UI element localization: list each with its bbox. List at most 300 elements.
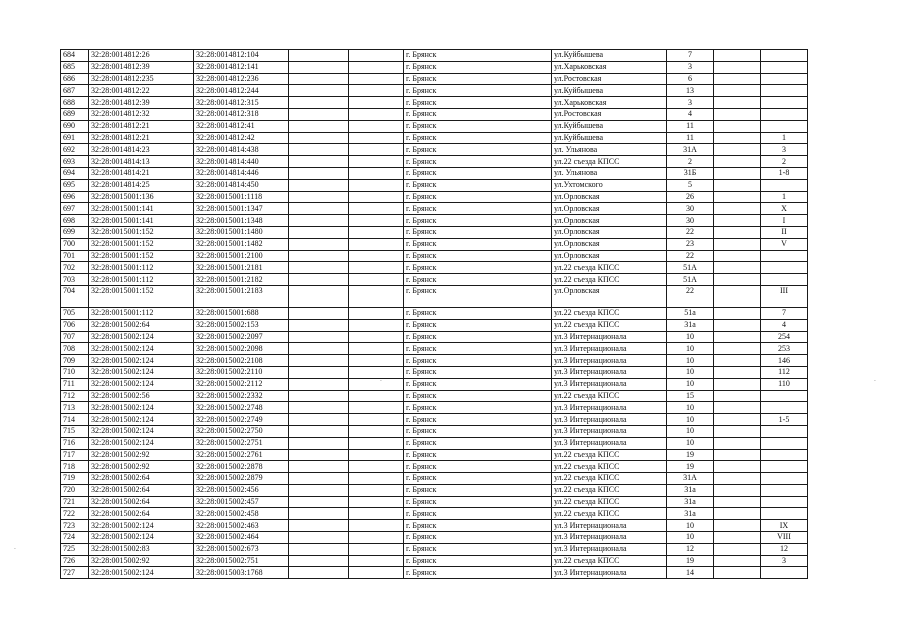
row-number-cell: 723 — [61, 520, 89, 532]
house-number-cell: 22 — [667, 226, 714, 238]
cadastral-block-cell: 32:28:0015001:152 — [89, 250, 194, 262]
empty-cell — [289, 496, 349, 508]
empty-cell — [349, 567, 404, 579]
city-cell: г. Брянск — [404, 274, 552, 286]
table-row — [61, 378, 808, 390]
street-cell: ул.Ростовская — [552, 108, 667, 120]
empty-cell — [349, 262, 404, 274]
table-row — [61, 238, 808, 250]
cadastral-block-cell: 32:28:0015002:124 — [89, 425, 194, 437]
empty-cell — [289, 543, 349, 555]
city-cell: г. Брянск — [404, 191, 552, 203]
city-cell: г. Брянск — [404, 484, 552, 496]
street-cell: ул.22 съезда КПСС — [552, 461, 667, 473]
table-row — [61, 85, 808, 97]
cadastral-block-cell: 32:28:0015001:141 — [89, 203, 194, 215]
row-number-cell: 694 — [61, 167, 89, 179]
empty-cell — [349, 285, 404, 307]
house-number-cell: 31а — [667, 496, 714, 508]
empty-cell — [349, 473, 404, 485]
city-cell: г. Брянск — [404, 520, 552, 532]
empty-cell — [289, 402, 349, 414]
street-cell: ул.Ростовская — [552, 73, 667, 85]
city-cell: г. Брянск — [404, 355, 552, 367]
table-row — [61, 331, 808, 343]
table-row — [61, 262, 808, 274]
house-number-cell: 30 — [667, 203, 714, 215]
empty-cell — [289, 61, 349, 73]
empty-cell — [714, 50, 761, 62]
table-row — [61, 390, 808, 402]
cadastral-number-cell: 32:28:0015002:2878 — [194, 461, 289, 473]
empty-cell — [714, 567, 761, 579]
empty-cell — [289, 85, 349, 97]
cadastral-block-cell: 32:28:0015002:124 — [89, 414, 194, 426]
row-number-cell: 685 — [61, 61, 89, 73]
empty-cell — [349, 73, 404, 85]
scan-mark: · — [874, 378, 876, 385]
apartment-number-cell: 4 — [761, 319, 808, 331]
city-cell: г. Брянск — [404, 226, 552, 238]
row-number-cell: 691 — [61, 132, 89, 144]
empty-cell — [714, 61, 761, 73]
apartment-number-cell — [761, 120, 808, 132]
empty-cell — [289, 567, 349, 579]
apartment-number-cell: IX — [761, 520, 808, 532]
street-cell: ул.3 Интернационала — [552, 366, 667, 378]
row-number-cell: 709 — [61, 355, 89, 367]
cadastral-number-cell: 32:28:0014812:41 — [194, 120, 289, 132]
cadastral-block-cell: 32:28:0015001:136 — [89, 191, 194, 203]
cadastral-number-cell: 32:28:0015002:2097 — [194, 331, 289, 343]
house-number-cell: 13 — [667, 85, 714, 97]
street-cell: ул.22 съезда КПСС — [552, 496, 667, 508]
empty-cell — [289, 378, 349, 390]
city-cell: г. Брянск — [404, 319, 552, 331]
empty-cell — [289, 366, 349, 378]
cadastral-block-cell: 32:28:0015002:64 — [89, 484, 194, 496]
cadastral-block-cell: 32:28:0014814:25 — [89, 179, 194, 191]
empty-cell — [289, 331, 349, 343]
empty-cell — [289, 437, 349, 449]
empty-cell — [349, 238, 404, 250]
cadastral-block-cell: 32:28:0014812:39 — [89, 61, 194, 73]
city-cell: г. Брянск — [404, 461, 552, 473]
row-number-cell: 704 — [61, 285, 89, 307]
street-cell: ул.Орловская — [552, 191, 667, 203]
apartment-number-cell — [761, 85, 808, 97]
apartment-number-cell — [761, 61, 808, 73]
street-cell: ул.Ухтомского — [552, 179, 667, 191]
apartment-number-cell: I — [761, 215, 808, 227]
street-cell: ул.22 съезда КПСС — [552, 156, 667, 168]
city-cell: г. Брянск — [404, 449, 552, 461]
empty-cell — [349, 496, 404, 508]
house-number-cell: 26 — [667, 191, 714, 203]
cadastral-number-cell: 32:28:0015001:1480 — [194, 226, 289, 238]
empty-cell — [289, 343, 349, 355]
apartment-number-cell — [761, 50, 808, 62]
empty-cell — [289, 461, 349, 473]
empty-cell — [289, 250, 349, 262]
street-cell: ул.3 Интернационала — [552, 425, 667, 437]
empty-cell — [349, 425, 404, 437]
house-number-cell: 6 — [667, 73, 714, 85]
city-cell: г. Брянск — [404, 567, 552, 579]
apartment-number-cell — [761, 402, 808, 414]
empty-cell — [289, 425, 349, 437]
cadastral-block-cell: 32:28:0015002:64 — [89, 496, 194, 508]
cadastral-number-cell: 32:28:0015002:2748 — [194, 402, 289, 414]
empty-cell — [349, 108, 404, 120]
apartment-number-cell — [761, 484, 808, 496]
cadastral-block-cell: 32:28:0015002:124 — [89, 343, 194, 355]
empty-cell — [289, 238, 349, 250]
empty-cell — [349, 378, 404, 390]
apartment-number-cell: X — [761, 203, 808, 215]
row-number-cell: 687 — [61, 85, 89, 97]
empty-cell — [289, 473, 349, 485]
row-number-cell: 721 — [61, 496, 89, 508]
empty-cell — [349, 226, 404, 238]
street-cell: ул.Орловская — [552, 215, 667, 227]
empty-cell — [349, 167, 404, 179]
empty-cell — [714, 331, 761, 343]
table-row — [61, 144, 808, 156]
table-row — [61, 226, 808, 238]
apartment-number-cell: V — [761, 238, 808, 250]
table-row — [61, 484, 808, 496]
table-row — [61, 402, 808, 414]
empty-cell — [714, 238, 761, 250]
cadastral-block-cell: 32:28:0015002:83 — [89, 543, 194, 555]
cadastral-block-cell: 32:28:0015001:152 — [89, 226, 194, 238]
empty-cell — [714, 85, 761, 97]
city-cell: г. Брянск — [404, 366, 552, 378]
cadastral-block-cell: 32:28:0015002:124 — [89, 331, 194, 343]
row-number-cell: 718 — [61, 461, 89, 473]
cadastral-block-cell: 32:28:0015002:124 — [89, 567, 194, 579]
empty-cell — [349, 215, 404, 227]
cadastral-number-cell: 32:28:0014814:438 — [194, 144, 289, 156]
empty-cell — [714, 319, 761, 331]
empty-cell — [289, 390, 349, 402]
cadastral-block-cell: 32:28:0015002:124 — [89, 355, 194, 367]
city-cell: г. Брянск — [404, 343, 552, 355]
cadastral-number-cell: 32:28:0015002:2750 — [194, 425, 289, 437]
city-cell: г. Брянск — [404, 215, 552, 227]
apartment-number-cell — [761, 73, 808, 85]
cadastral-number-cell: 32:28:0015002:457 — [194, 496, 289, 508]
row-number-cell: 713 — [61, 402, 89, 414]
city-cell: г. Брянск — [404, 496, 552, 508]
table-row — [61, 555, 808, 567]
empty-cell — [349, 132, 404, 144]
house-number-cell: 31а — [667, 508, 714, 520]
cadastral-number-cell: 32:28:0015002:458 — [194, 508, 289, 520]
table-row — [61, 179, 808, 191]
street-cell: ул.22 съезда КПСС — [552, 262, 667, 274]
street-cell: ул.22 съезда КПСС — [552, 274, 667, 286]
house-number-cell: 31Б — [667, 167, 714, 179]
empty-cell — [289, 50, 349, 62]
empty-cell — [289, 203, 349, 215]
house-number-cell: 31а — [667, 319, 714, 331]
empty-cell — [349, 144, 404, 156]
city-cell: г. Брянск — [404, 144, 552, 156]
apartment-number-cell — [761, 473, 808, 485]
row-number-cell: 698 — [61, 215, 89, 227]
property-register-table — [60, 49, 808, 579]
house-number-cell: 14 — [667, 567, 714, 579]
city-cell: г. Брянск — [404, 437, 552, 449]
apartment-number-cell: II — [761, 226, 808, 238]
cadastral-number-cell: 32:28:0015002:2879 — [194, 473, 289, 485]
apartment-number-cell: III — [761, 285, 808, 307]
empty-cell — [714, 414, 761, 426]
row-number-cell: 725 — [61, 543, 89, 555]
street-cell: ул.Харьковская — [552, 97, 667, 109]
apartment-number-cell: 3 — [761, 144, 808, 156]
cadastral-block-cell: 32:28:0015001:112 — [89, 307, 194, 319]
house-number-cell: 30 — [667, 215, 714, 227]
cadastral-number-cell: 32:28:0014812:315 — [194, 97, 289, 109]
city-cell: г. Брянск — [404, 85, 552, 97]
house-number-cell: 22 — [667, 285, 714, 307]
table-row — [61, 543, 808, 555]
row-number-cell: 705 — [61, 307, 89, 319]
cadastral-block-cell: 32:28:0014812:26 — [89, 50, 194, 62]
empty-cell — [349, 307, 404, 319]
cadastral-block-cell: 32:28:0014812:21 — [89, 132, 194, 144]
house-number-cell: 10 — [667, 331, 714, 343]
row-number-cell: 726 — [61, 555, 89, 567]
empty-cell — [714, 167, 761, 179]
house-number-cell: 10 — [667, 425, 714, 437]
apartment-number-cell — [761, 461, 808, 473]
empty-cell — [714, 461, 761, 473]
house-number-cell: 51А — [667, 262, 714, 274]
apartment-number-cell — [761, 108, 808, 120]
city-cell: г. Брянск — [404, 50, 552, 62]
cadastral-number-cell: 32:28:0015001:2183 — [194, 285, 289, 307]
empty-cell — [714, 473, 761, 485]
apartment-number-cell: VIII — [761, 532, 808, 544]
apartment-number-cell — [761, 97, 808, 109]
city-cell: г. Брянск — [404, 238, 552, 250]
row-number-cell: 690 — [61, 120, 89, 132]
apartment-number-cell: 7 — [761, 307, 808, 319]
table-row — [61, 156, 808, 168]
house-number-cell: 3 — [667, 97, 714, 109]
house-number-cell: 11 — [667, 120, 714, 132]
table-row — [61, 108, 808, 120]
street-cell: ул.22 съезда КПСС — [552, 449, 667, 461]
street-cell: ул.22 съезда КПСС — [552, 390, 667, 402]
house-number-cell: 7 — [667, 50, 714, 62]
table-row — [61, 285, 808, 307]
empty-cell — [349, 402, 404, 414]
empty-cell — [714, 144, 761, 156]
cadastral-number-cell: 32:28:0015002:2751 — [194, 437, 289, 449]
city-cell: г. Брянск — [404, 250, 552, 262]
row-number-cell: 699 — [61, 226, 89, 238]
cadastral-number-cell: 32:28:0015002:456 — [194, 484, 289, 496]
empty-cell — [289, 179, 349, 191]
apartment-number-cell — [761, 508, 808, 520]
table-row — [61, 520, 808, 532]
apartment-number-cell — [761, 496, 808, 508]
row-number-cell: 702 — [61, 262, 89, 274]
apartment-number-cell: 2 — [761, 156, 808, 168]
empty-cell — [714, 203, 761, 215]
scan-mark: · — [380, 378, 382, 385]
table-row — [61, 567, 808, 579]
table-row — [61, 319, 808, 331]
house-number-cell: 10 — [667, 437, 714, 449]
cadastral-block-cell: 32:28:0015002:64 — [89, 508, 194, 520]
cadastral-number-cell: 32:28:0015002:464 — [194, 532, 289, 544]
empty-cell — [289, 449, 349, 461]
empty-cell — [714, 425, 761, 437]
row-number-cell: 711 — [61, 378, 89, 390]
row-number-cell: 701 — [61, 250, 89, 262]
empty-cell — [714, 274, 761, 286]
city-cell: г. Брянск — [404, 167, 552, 179]
cadastral-number-cell: 32:28:0015001:1348 — [194, 215, 289, 227]
empty-cell — [289, 508, 349, 520]
cadastral-block-cell: 32:28:0015002:92 — [89, 461, 194, 473]
city-cell: г. Брянск — [404, 508, 552, 520]
cadastral-block-cell: 32:28:0015002:64 — [89, 473, 194, 485]
cadastral-number-cell: 32:28:0014814:450 — [194, 179, 289, 191]
apartment-number-cell: 146 — [761, 355, 808, 367]
empty-cell — [289, 285, 349, 307]
empty-cell — [289, 215, 349, 227]
cadastral-number-cell: 32:28:0014814:440 — [194, 156, 289, 168]
cadastral-block-cell: 32:28:0015002:56 — [89, 390, 194, 402]
cadastral-number-cell: 32:28:0015002:2108 — [194, 355, 289, 367]
empty-cell — [289, 484, 349, 496]
empty-cell — [349, 120, 404, 132]
row-number-cell: 716 — [61, 437, 89, 449]
city-cell: г. Брянск — [404, 473, 552, 485]
empty-cell — [714, 307, 761, 319]
empty-cell — [289, 97, 349, 109]
city-cell: г. Брянск — [404, 378, 552, 390]
house-number-cell: 51А — [667, 274, 714, 286]
empty-cell — [289, 73, 349, 85]
street-cell: ул.22 съезда КПСС — [552, 555, 667, 567]
street-cell: ул.Харьковская — [552, 61, 667, 73]
city-cell: г. Брянск — [404, 532, 552, 544]
empty-cell — [289, 156, 349, 168]
city-cell: г. Брянск — [404, 307, 552, 319]
street-cell: ул.3 Интернационала — [552, 343, 667, 355]
street-cell: ул.3 Интернационала — [552, 414, 667, 426]
empty-cell — [289, 262, 349, 274]
house-number-cell: 19 — [667, 555, 714, 567]
empty-cell — [289, 532, 349, 544]
empty-cell — [349, 366, 404, 378]
empty-cell — [714, 555, 761, 567]
empty-cell — [349, 250, 404, 262]
empty-cell — [349, 555, 404, 567]
empty-cell — [714, 285, 761, 307]
cadastral-block-cell: 32:28:0015002:92 — [89, 449, 194, 461]
city-cell: г. Брянск — [404, 414, 552, 426]
row-number-cell: 697 — [61, 203, 89, 215]
street-cell: ул.Орловская — [552, 226, 667, 238]
cadastral-block-cell: 32:28:0015001:112 — [89, 262, 194, 274]
apartment-number-cell — [761, 274, 808, 286]
cadastral-block-cell: 32:28:0015001:141 — [89, 215, 194, 227]
table-body — [61, 50, 808, 579]
street-cell: ул. Ульянова — [552, 144, 667, 156]
empty-cell — [714, 449, 761, 461]
cadastral-number-cell: 32:28:0015002:2761 — [194, 449, 289, 461]
empty-cell — [714, 366, 761, 378]
cadastral-block-cell: 32:28:0014814:23 — [89, 144, 194, 156]
empty-cell — [349, 520, 404, 532]
house-number-cell: 10 — [667, 378, 714, 390]
row-number-cell: 684 — [61, 50, 89, 62]
row-number-cell: 727 — [61, 567, 89, 579]
empty-cell — [714, 226, 761, 238]
scan-mark: · — [14, 546, 16, 553]
street-cell: ул.3 Интернационала — [552, 378, 667, 390]
apartment-number-cell — [761, 437, 808, 449]
table-row — [61, 366, 808, 378]
city-cell: г. Брянск — [404, 262, 552, 274]
row-number-cell: 700 — [61, 238, 89, 250]
cadastral-block-cell: 32:28:0015001:152 — [89, 285, 194, 307]
empty-cell — [289, 274, 349, 286]
empty-cell — [349, 355, 404, 367]
apartment-number-cell — [761, 425, 808, 437]
row-number-cell: 722 — [61, 508, 89, 520]
empty-cell — [349, 449, 404, 461]
empty-cell — [714, 378, 761, 390]
street-cell: ул.Куйбышева — [552, 50, 667, 62]
street-cell: ул.Куйбышева — [552, 132, 667, 144]
row-number-cell: 717 — [61, 449, 89, 461]
row-number-cell: 720 — [61, 484, 89, 496]
row-number-cell: 703 — [61, 274, 89, 286]
row-number-cell: 724 — [61, 532, 89, 544]
city-cell: г. Брянск — [404, 425, 552, 437]
table-row — [61, 449, 808, 461]
apartment-number-cell: 254 — [761, 331, 808, 343]
street-cell: ул.22 съезда КПСС — [552, 319, 667, 331]
cadastral-block-cell: 32:28:0015002:124 — [89, 366, 194, 378]
cadastral-block-cell: 32:28:0015002:124 — [89, 520, 194, 532]
house-number-cell: 4 — [667, 108, 714, 120]
cadastral-block-cell: 32:28:0014814:21 — [89, 167, 194, 179]
table-row — [61, 437, 808, 449]
empty-cell — [349, 179, 404, 191]
house-number-cell: 5 — [667, 179, 714, 191]
table-row — [61, 508, 808, 520]
house-number-cell: 10 — [667, 366, 714, 378]
cadastral-block-cell: 32:28:0015001:152 — [89, 238, 194, 250]
cadastral-block-cell: 32:28:0015001:112 — [89, 274, 194, 286]
house-number-cell: 22 — [667, 250, 714, 262]
house-number-cell: 2 — [667, 156, 714, 168]
street-cell: ул.22 съезда КПСС — [552, 307, 667, 319]
row-number-cell: 714 — [61, 414, 89, 426]
empty-cell — [289, 132, 349, 144]
